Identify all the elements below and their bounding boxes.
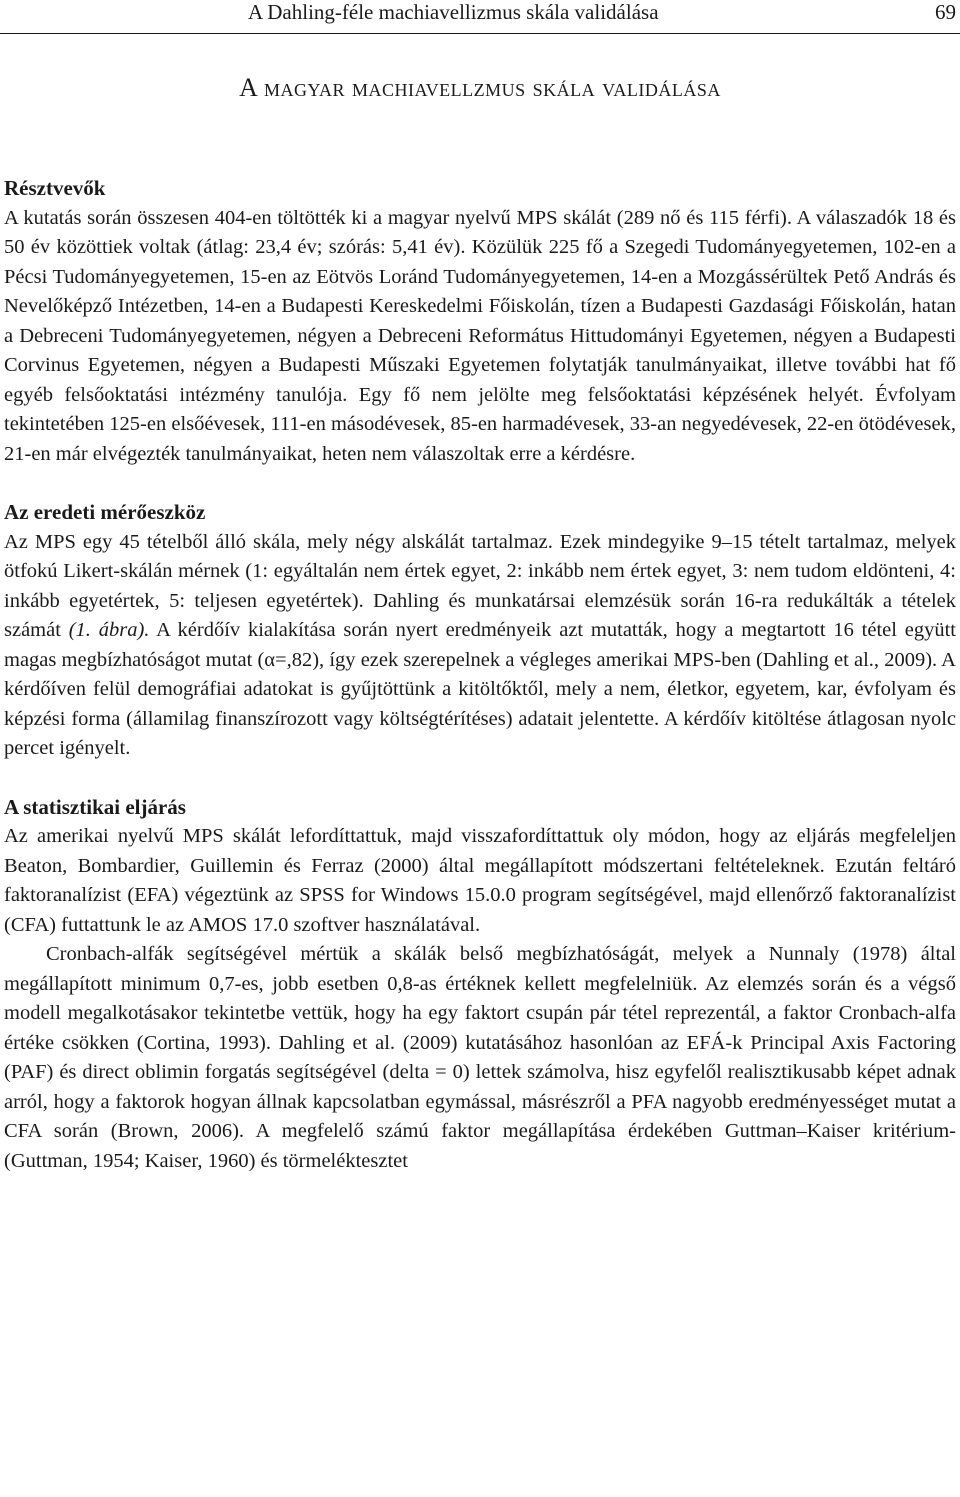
paragraph-text: Az MPS egy 45 tételből álló skála, mely négy alskálát tartalmaz. Ezek mindegyike 9–15 tételt tartalmaz, melyek ötfokú Likert-skálán mérnek (1: egyáltalán nem értek egyet, 2: inkább nem értek egyet, 3: nem tudom eldönteni, 4: inkább egyetértek, 5: teljesen egyetértek). Dahling és munkatársai elemzésük során 16-ra redukálták a tételek számát xyxy=(4,530,956,641)
figure-reference: (1. ábra). xyxy=(68,619,150,641)
article-title: A magyar machiavellzmus skála validálása xyxy=(239,73,721,102)
running-header xyxy=(0,0,960,34)
paragraph: Az amerikai nyelvű MPS skálát lefordíttattuk, majd visszafordíttattuk oly módon, hogy az eljárás megfeleljen Beaton, Bombardier, Guillemin és Ferraz (2000) által megállapított módszertani feltételeknek. Ezután feltáró faktoranalízist (EFA) végeztünk az SPSS for Windows 15.0.0 program segítségével, majd ellenőrző faktoranalízist (CFA) futtattunk le az AMOS 17.0 szoftver használatával. xyxy=(4,825,956,936)
paragraph xyxy=(4,528,956,764)
paragraph: Cronbach-alfák segítségével mértük a skálák belső megbízhatóságát, melyek a Nunnaly (1978) által megállapított minimum 0,7-es, jobb esetben 0,8-as értéknek kellett megfelelniük. Az elemzés során és a végső modell megalkotásakor tekintetbe vettük, hogy ha egy faktort csupán pár tétel reprezentál, a faktor Cronbach-alfa értéke csökken (Cortina, 1993). Dahling et al. (2009) kutatásához hasonlóan az EFÁ-k Principal Axis Factoring (PAF) és direct oblimin forgatás segítségével (delta = 0) lettek számolva, hisz egyfelől realisztikusabb képet adnak arról, hogy a faktorok hogyan állnak kapcsolatban egymással, másrészről a PFA nagyobb eredményességet mutat a CFA során (Brown, 2006). A megfelelő számú faktor megállapítása érdekében Guttman–Kaiser kritérium- (Guttman, 1954; Kaiser, 1960) és törmeléktesztet xyxy=(4,943,956,1172)
section-heading: Résztvevők xyxy=(4,176,106,200)
page-number: 69 xyxy=(935,0,956,24)
paragraph: A kutatás során összesen 404-en töltötték ki a magyar nyelvű MPS skálát (289 nő és 115 férfi). A válaszadók 18 és 50 év közöttiek voltak (átlag: 23,4 év; szórás: 5,41 év). Közülük 225 fő a Szegedi Tudományegyetemen, 102-en a Pécsi Tudományegyetemen, 15-en az Eötvös Loránd Tudományegyetemen, 14-en a Mozgássérültek Pető András és Nevelőképző Intézetben, 14-en a Budapesti Kereskedelmi Főiskolán, tízen a Budapesti Gazdasági Főiskolán, hatan a Debreceni Tudományegyetemen, négyen a Debreceni Református Hittudományi Egyetemen, négyen a Budapesti Corvinus Egyetemen, négyen a Budapesti Műszaki Egyetemen folytatják tanulmányaikat, illetve további hat fő egyéb felsőoktatási intézmény tanulója. Egy fő nem jelölte meg felsőoktatási képzésének helyét. Évfolyam tekintetében 125-en elsőévesek, 111-en másodévesek, 85-en harmadévesek, 33-an negyedévesek, 22-en ötödévesek, 21-en már elvégezték tanulmányaikat, heten nem válaszoltak erre a kérdésre. xyxy=(4,206,956,465)
section-statistical-procedure xyxy=(4,793,956,1177)
section-heading: Az eredeti mérőeszköz xyxy=(4,500,206,524)
section-original-instrument xyxy=(4,498,956,764)
paragraph-text: A kérdőív kialakítása során nyert eredményeik azt mutatták, hogy a megtartott 16 tétel együtt magas megbízhatóságot mutat (α=,82), így ezek szerepelnek a végleges amerikai MPS-ben (Dahling et al., 2009). A kérdőíven felül demográfiai adatokat is gyűjtöttünk a kitöltőktől, mely a nem, életkor, egyetem, kar, évfolyam és képzési forma (államilag finanszírozott vagy költségtérítéses) adatait jelentette. A kérdőív kitöltése átlagosan nyolc percet igényelt. xyxy=(4,619,956,759)
running-title: A Dahling-féle machiavellizmus skála validálása xyxy=(248,0,659,24)
article-body xyxy=(4,174,956,1176)
section-heading: A statisztikai eljárás xyxy=(4,794,186,819)
section-participants xyxy=(4,174,956,469)
